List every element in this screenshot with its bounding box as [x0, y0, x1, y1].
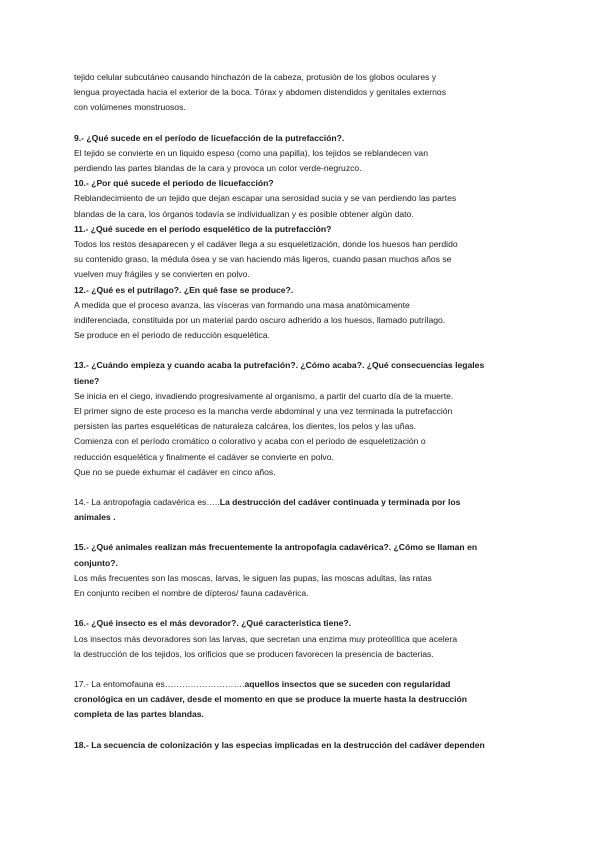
text-line: su contenido graso, la médula ósea y se van haciendo más ligeros, cuando pasan muchos años se	[74, 254, 452, 265]
answer-paragraph	[74, 632, 534, 662]
fill-in-line	[74, 510, 534, 525]
text-line: En conjunto reciben el nombre de dípteros/ fauna cadavérica.	[74, 588, 309, 599]
question-heading	[74, 176, 534, 191]
answer-paragraph	[74, 146, 534, 176]
text-line: Los más frecuentes son las moscas, larvas, le siguen las pupas, las moscas adultas, las ratas	[74, 572, 432, 583]
text-line: A medida que el proceso avanza, las vísceras van formando una masa anatómicamente	[74, 299, 410, 310]
question-heading	[74, 358, 534, 388]
text-line: Que no se puede exhumar el cadáver en cinco años.	[74, 466, 276, 477]
question-prompt: 14.- La antropofagia cadavérica es…..	[74, 497, 220, 508]
question-heading	[74, 131, 534, 146]
question-heading	[74, 616, 534, 631]
text-line: lengua proyectada hacia el exterior de la boca. Tórax y abdomen distendidos y genitales externos	[74, 87, 446, 98]
paragraph-gap	[74, 525, 534, 540]
text-line: persisten las partes esqueléticas de naturaleza calcárea, los dientes, los pelos y las uñas.	[74, 421, 417, 432]
fill-in-question	[74, 677, 534, 723]
fill-in-line	[74, 677, 534, 692]
question-heading	[74, 222, 534, 237]
paragraph-gap	[74, 601, 534, 616]
text-line: perdiendo las partes blandas de la cara y provoca un color verde-negruzco.	[74, 163, 362, 174]
paragraph-gap	[74, 723, 534, 738]
question-prompt: 17.- La entomofauna es……………………….	[74, 678, 245, 689]
paragraph-gap	[74, 343, 534, 358]
answer-paragraph	[74, 571, 534, 601]
text-line: Comienza con el período cromático o colorativo y acaba con el período de esqueletización o	[74, 436, 426, 447]
paragraph-gap	[74, 116, 534, 131]
question-line: tiene?	[74, 375, 100, 386]
text-line: Reblandecimiento de un tejido que dejan escapar una serosidad sucia y se van perdiendo las partes	[74, 193, 457, 204]
answer-bold: aquellos insectos que se suceden con regularidad	[244, 678, 451, 689]
question-line: 18.- La secuencia de colonización y las especias implicadas en la destrucción del cadáver dependen	[74, 739, 485, 750]
text-line: vuelven muy frágiles y se convierten en polvo.	[74, 269, 250, 280]
text-line: indiferenciada, constituida por un material pardo oscuro adherido a los huesos, llamado putrílago.	[74, 315, 446, 326]
paragraph-gap	[74, 480, 534, 495]
document-body	[74, 70, 534, 753]
answer-bold: cronológica en un cadáver, desde el momento en que se produce la muerte hasta la destrucción	[74, 694, 468, 705]
answer-paragraph	[74, 389, 534, 480]
answer-bold: La destrucción del cadáver continuada y terminada por los	[219, 497, 461, 508]
question-heading	[74, 283, 534, 298]
paragraph-gap	[74, 662, 534, 677]
question-line: conjunto?.	[74, 557, 118, 568]
text-line: con volúmenes monstruosos.	[74, 102, 186, 113]
question-line: 10.- ¿Por qué sucede el periodo de licuefacción?	[74, 178, 274, 189]
answer-paragraph	[74, 237, 534, 283]
text-line: El tejido se convierte en un liquido espeso (como una papilla), los tejidos se reblandecen van	[74, 147, 428, 158]
text-line: Los insectos más devoradores son las larvas, que secretan una enzima muy proteolítica que acelera	[74, 633, 458, 644]
answer-paragraph	[74, 70, 534, 116]
answer-paragraph	[74, 298, 534, 344]
answer-bold: completa de las partes blandas.	[74, 709, 204, 720]
text-line: la destrucción de los tejidos, los orificios que se producen favorecen la presencia de bacterias.	[74, 648, 434, 659]
question-line: 11.- ¿Qué sucede en el período esquelético de la putrefacción?	[74, 223, 332, 234]
fill-in-line	[74, 707, 534, 722]
question-line: 15.- ¿Qué animales realizan más frecuentemente la antropofagia cadavérica?. ¿Cómo se llaman en	[74, 542, 478, 553]
text-line: Se inicia en el ciego, invadiendo progresivamente al organismo, a partir del cuarto día de la muerte.	[74, 390, 454, 401]
fill-in-question	[74, 495, 534, 525]
text-line: Todos los restos desaparecen y el cadáver llega a su esqueletización, donde los huesos han perdido	[74, 239, 458, 250]
text-line: Se produce en el periodo de reducción esquelética.	[74, 330, 270, 341]
question-line: 16.- ¿Qué insecto es el más devorador?. ¿Qué característica tiene?.	[74, 618, 352, 629]
question-heading	[74, 540, 534, 570]
text-line: reducción esquelética y finalmente el cadáver se convierte en polvo.	[74, 451, 334, 462]
question-heading	[74, 738, 534, 753]
answer-bold: animales .	[74, 512, 116, 523]
text-line: tejido celular subcutáneo causando hinchazón de la cabeza, protusión de los globos oculares y	[74, 72, 437, 82]
question-line: 9.- ¿Qué sucede en el período de licuefacción de la putrefacción?.	[74, 132, 345, 143]
text-line: blandas de la cara, los órganos todavía se individualizan y es posible obtener algún dato.	[74, 208, 414, 219]
answer-paragraph	[74, 191, 534, 221]
question-line: 12.- ¿Qué es el putrílago?. ¿En qué fase se produce?.	[74, 284, 294, 295]
question-line: 13.- ¿Cuándo empieza y cuando acaba la putrefación?. ¿Cómo acaba?. ¿Qué consecuencias legales	[74, 360, 485, 371]
text-line: El primer signo de este proceso es la mancha verde abdominal y una vez terminada la putrefacción	[74, 406, 453, 417]
fill-in-line	[74, 692, 534, 707]
fill-in-line	[74, 495, 534, 510]
